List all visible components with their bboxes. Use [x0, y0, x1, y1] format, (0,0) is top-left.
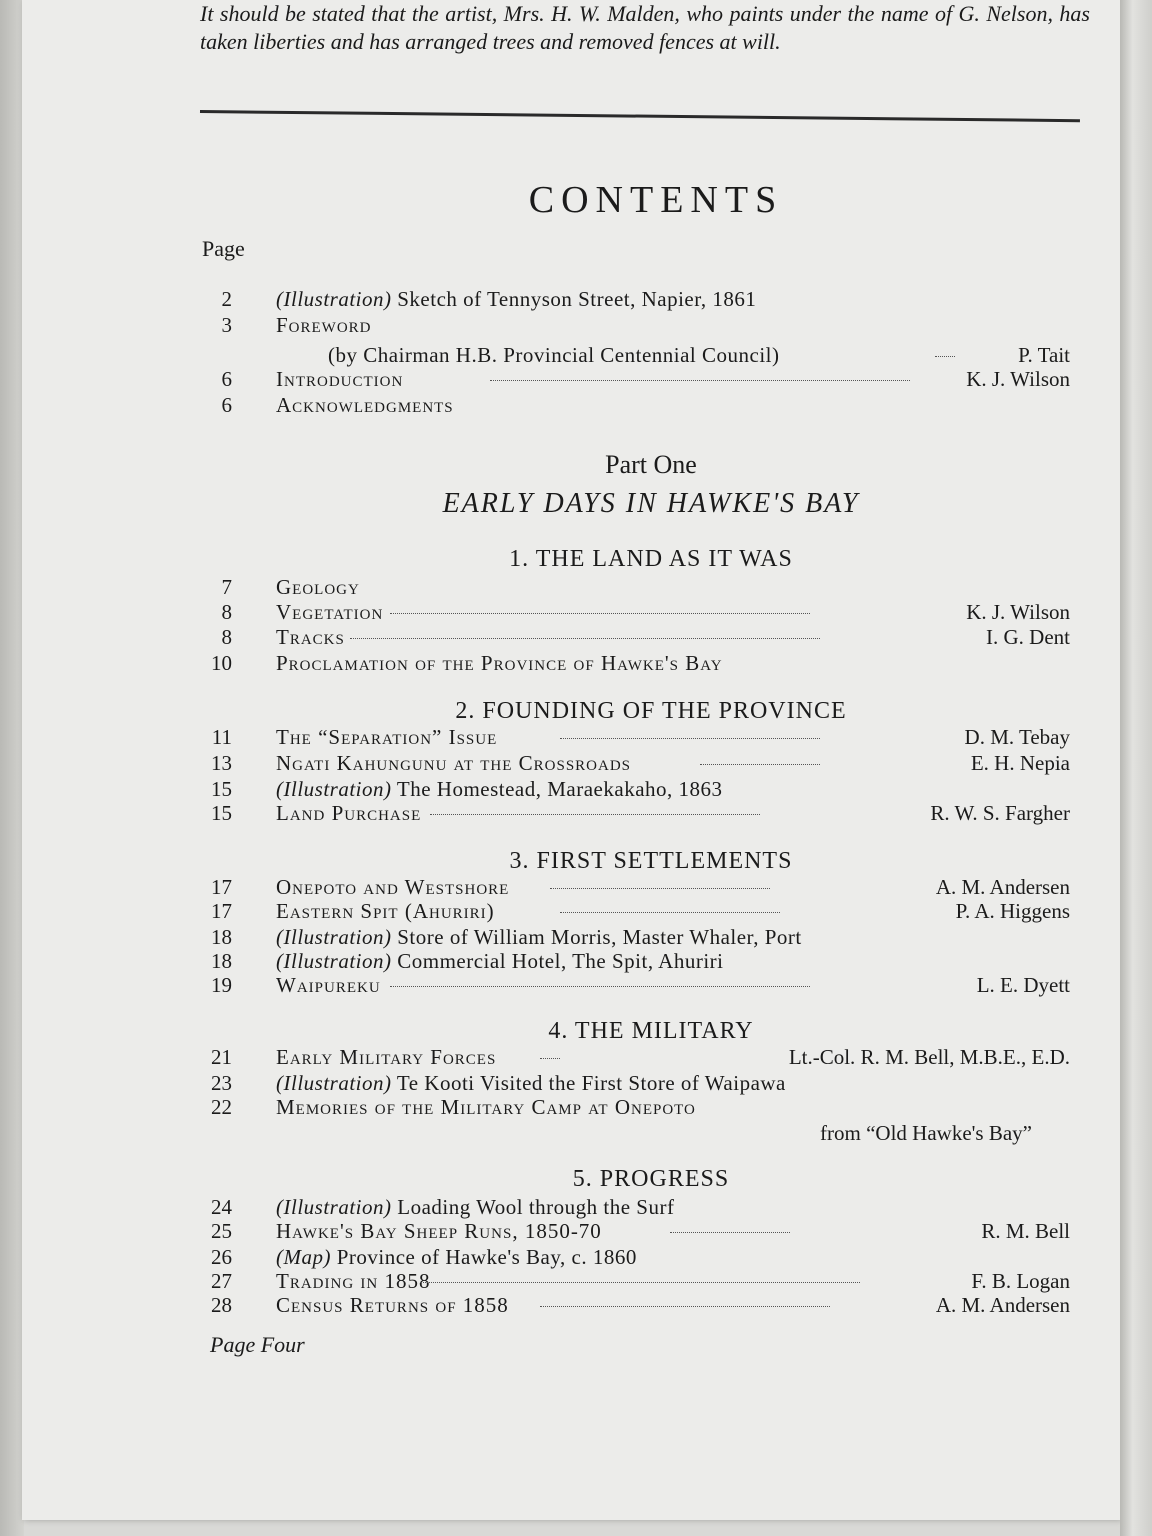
toc-illustration-tag: (Map) — [276, 1245, 331, 1269]
toc-author: A. M. Andersen — [935, 1293, 1070, 1317]
toc-title — [276, 1292, 509, 1318]
section-heading: 4. THE MILITARY — [548, 1018, 754, 1044]
toc-title-text: Introduction — [276, 367, 404, 391]
toc-author: A. M. Andersen — [935, 875, 1070, 899]
toc-title — [276, 898, 495, 924]
toc-title-text: Land Purchase — [276, 801, 422, 825]
toc-page-number: 17 — [211, 899, 232, 923]
toc-entry — [200, 624, 1070, 650]
toc-entry — [200, 574, 1070, 600]
toc-page-number: 24 — [211, 1195, 232, 1219]
toc-entry — [200, 776, 1070, 802]
toc-title-text: Onepoto and Westshore — [276, 875, 510, 899]
toc-page-number: 28 — [211, 1293, 232, 1317]
toc-entry — [200, 1044, 1070, 1070]
toc-title — [276, 1244, 637, 1270]
toc-page-number: 10 — [211, 651, 232, 675]
toc-page-number: 2 — [221, 287, 232, 311]
toc-title — [276, 750, 631, 776]
toc-entry — [200, 1094, 1070, 1120]
toc-entry — [200, 1244, 1070, 1270]
toc-title — [276, 776, 723, 802]
leader-dots — [430, 800, 760, 815]
toc-page-number: 11 — [211, 725, 232, 749]
toc-title — [276, 392, 454, 418]
toc-title — [276, 1194, 674, 1220]
toc-title-text: Memories of the Military Camp at Onepoto — [276, 1095, 696, 1119]
toc-title — [276, 724, 497, 750]
leader-dots — [490, 366, 910, 381]
leader-dots — [390, 972, 810, 987]
toc-title — [276, 599, 383, 625]
leader-dots — [350, 624, 820, 639]
toc-entry — [200, 312, 1070, 338]
toc-title-text: Waipureku — [276, 973, 381, 997]
toc-author: K. J. Wilson — [966, 367, 1070, 391]
toc-page-number: 6 — [221, 367, 232, 391]
part-heading: Part One — [605, 450, 697, 479]
toc-title — [276, 1094, 696, 1120]
toc-title-text: Vegetation — [276, 600, 384, 624]
toc-entry — [200, 724, 1070, 750]
toc-page-number: 7 — [221, 575, 232, 599]
toc-title-text: Acknowledgments — [276, 393, 454, 417]
toc-title-text: The Homestead, Maraekakaho, 1863 — [396, 777, 723, 801]
leader-dots — [420, 1268, 860, 1283]
toc-page-number: 22 — [211, 1095, 232, 1119]
toc-page-number: 18 — [211, 949, 232, 973]
toc-author: P. A. Higgens — [955, 899, 1070, 923]
section-heading: 2. FOUNDING OF THE PROVINCE — [455, 698, 847, 724]
toc-title-text: Tracks — [276, 625, 345, 649]
toc-page-number: 13 — [211, 751, 232, 775]
toc-title-text: Early Military Forces — [276, 1045, 497, 1069]
toc-author: E. H. Nepia — [970, 751, 1070, 775]
toc-author: R. W. S. Fargher — [930, 801, 1070, 825]
toc-illustration-tag: (Illustration) — [276, 1071, 392, 1095]
page-column-label: Page — [202, 236, 245, 261]
toc-title — [276, 972, 381, 998]
toc-entry — [200, 1292, 1070, 1318]
toc-illustration-tag: (Illustration) — [276, 287, 392, 311]
toc-title-text: Te Kooti Visited the First Store of Waipawa — [396, 1071, 786, 1095]
toc-author: P. Tait — [1018, 343, 1070, 367]
toc-author: I. G. Dent — [986, 625, 1070, 649]
toc-illustration-tag: (Illustration) — [276, 777, 392, 801]
toc-entry — [200, 342, 1070, 368]
toc-title-text: Hawke's Bay Sheep Runs, 1850-70 — [276, 1219, 602, 1243]
toc-page-number: 3 — [221, 313, 232, 337]
toc-title-text: Commercial Hotel, The Spit, Ahuriri — [397, 949, 724, 973]
book-spine-edge — [0, 0, 24, 1536]
toc-entry — [200, 750, 1070, 776]
toc-entry — [200, 948, 1070, 974]
toc-title — [276, 1044, 496, 1070]
toc-entry — [200, 392, 1070, 418]
toc-entry — [200, 1070, 1070, 1096]
toc-entry — [200, 1120, 1070, 1146]
toc-page-number: 19 — [211, 973, 232, 997]
toc-entry — [200, 1218, 1070, 1244]
leader-dots — [700, 750, 820, 765]
toc-page-number: 23 — [211, 1071, 232, 1095]
section-heading: 3. FIRST SETTLEMENTS — [509, 848, 793, 874]
toc-author: from “Old Hawke's Bay” — [820, 1121, 1032, 1145]
toc-entry — [200, 972, 1070, 998]
toc-author: R. M. Bell — [981, 1219, 1070, 1243]
toc-title — [276, 1218, 602, 1244]
toc-title — [328, 342, 780, 368]
toc-title-text: Ngati Kahungunu at the Crossroads — [276, 751, 632, 775]
toc-page-number: 18 — [211, 925, 232, 949]
toc-title-text: Store of William Morris, Master Whaler, Port — [397, 925, 802, 949]
toc-title — [276, 624, 345, 650]
toc-title-text: Foreword — [276, 313, 372, 337]
toc-title-text: Sketch of Tennyson Street, Napier, 1861 — [397, 287, 757, 311]
toc-title — [276, 312, 372, 338]
toc-title-text: Proclamation of the Province of Hawke's Bay — [276, 651, 723, 675]
toc-title-text: The “Separation” Issue — [276, 725, 498, 749]
toc-title-text: Eastern Spit (Ahuriri) — [276, 899, 495, 923]
artist-note: It should be stated that the artist, Mrs. H. W. Malden, who paints under the name of G. Nelson, has taken liberties and has arranged trees and removed fences at will. — [200, 1, 1090, 54]
toc-title — [276, 574, 360, 600]
toc-entry — [200, 924, 1070, 950]
toc-page-number: 27 — [211, 1269, 232, 1293]
toc-entry — [200, 800, 1070, 826]
toc-author: D. M. Tebay — [964, 725, 1070, 749]
section-heading: 5. PROGRESS — [572, 1166, 730, 1192]
toc-entry — [200, 1268, 1070, 1294]
toc-entry — [200, 874, 1070, 900]
toc-entry — [200, 898, 1070, 924]
toc-page-number: 21 — [211, 1045, 232, 1069]
toc-page-number: 25 — [211, 1219, 232, 1243]
toc-title — [276, 650, 723, 676]
toc-title — [276, 366, 403, 392]
toc-title-text: Loading Wool through the Surf — [397, 1195, 675, 1219]
toc-title — [276, 924, 802, 950]
page-footer: Page Four — [210, 1332, 305, 1357]
part-subtitle: EARLY DAYS IN HAWKE'S BAY — [442, 488, 860, 519]
toc-title-text: (by Chairman H.B. Provincial Centennial Council) — [328, 343, 780, 367]
toc-title-text: Geology — [276, 575, 360, 599]
toc-illustration-tag: (Illustration) — [276, 1195, 392, 1219]
toc-author: Lt.-Col. R. M. Bell, M.B.E., E.D. — [788, 1045, 1070, 1069]
toc-title-text: Province of Hawke's Bay, c. 1860 — [336, 1245, 637, 1269]
leader-dots — [560, 898, 780, 913]
toc-author: K. J. Wilson — [966, 600, 1070, 624]
toc-page-number: 8 — [221, 600, 232, 624]
toc-page-number: 15 — [211, 777, 232, 801]
toc-title-text: Trading in 1858 — [276, 1269, 431, 1293]
toc-page-number: 17 — [211, 875, 232, 899]
leader-dots — [540, 1044, 560, 1059]
leader-dots — [550, 874, 770, 889]
toc-entry — [200, 1194, 1070, 1220]
toc-entry — [200, 599, 1070, 625]
contents-title: CONTENTS — [528, 179, 784, 221]
toc-page-number: 15 — [211, 801, 232, 825]
leader-dots — [390, 599, 810, 614]
toc-title — [276, 874, 509, 900]
toc-entry — [200, 366, 1070, 392]
toc-entry — [200, 650, 1070, 676]
toc-entry — [200, 286, 1070, 312]
toc-page-number: 8 — [221, 625, 232, 649]
toc-title — [276, 1268, 431, 1294]
toc-title — [276, 800, 421, 826]
toc-illustration-tag: (Illustration) — [276, 949, 392, 973]
leader-dots — [935, 342, 955, 357]
toc-author: F. B. Logan — [971, 1269, 1070, 1293]
leader-dots — [540, 1292, 830, 1307]
toc-page-number: 6 — [221, 393, 232, 417]
toc-page-number: 26 — [211, 1245, 232, 1269]
next-page-edge — [1120, 0, 1152, 1536]
leader-dots — [560, 724, 820, 739]
toc-author: L. E. Dyett — [976, 973, 1070, 997]
toc-title-text: Census Returns of 1858 — [276, 1293, 509, 1317]
leader-dots — [670, 1218, 790, 1233]
toc-illustration-tag: (Illustration) — [276, 925, 392, 949]
toc-title — [276, 286, 756, 312]
toc-title — [276, 1070, 786, 1096]
toc-title — [276, 948, 724, 974]
section-heading: 1. THE LAND AS IT WAS — [509, 546, 793, 572]
